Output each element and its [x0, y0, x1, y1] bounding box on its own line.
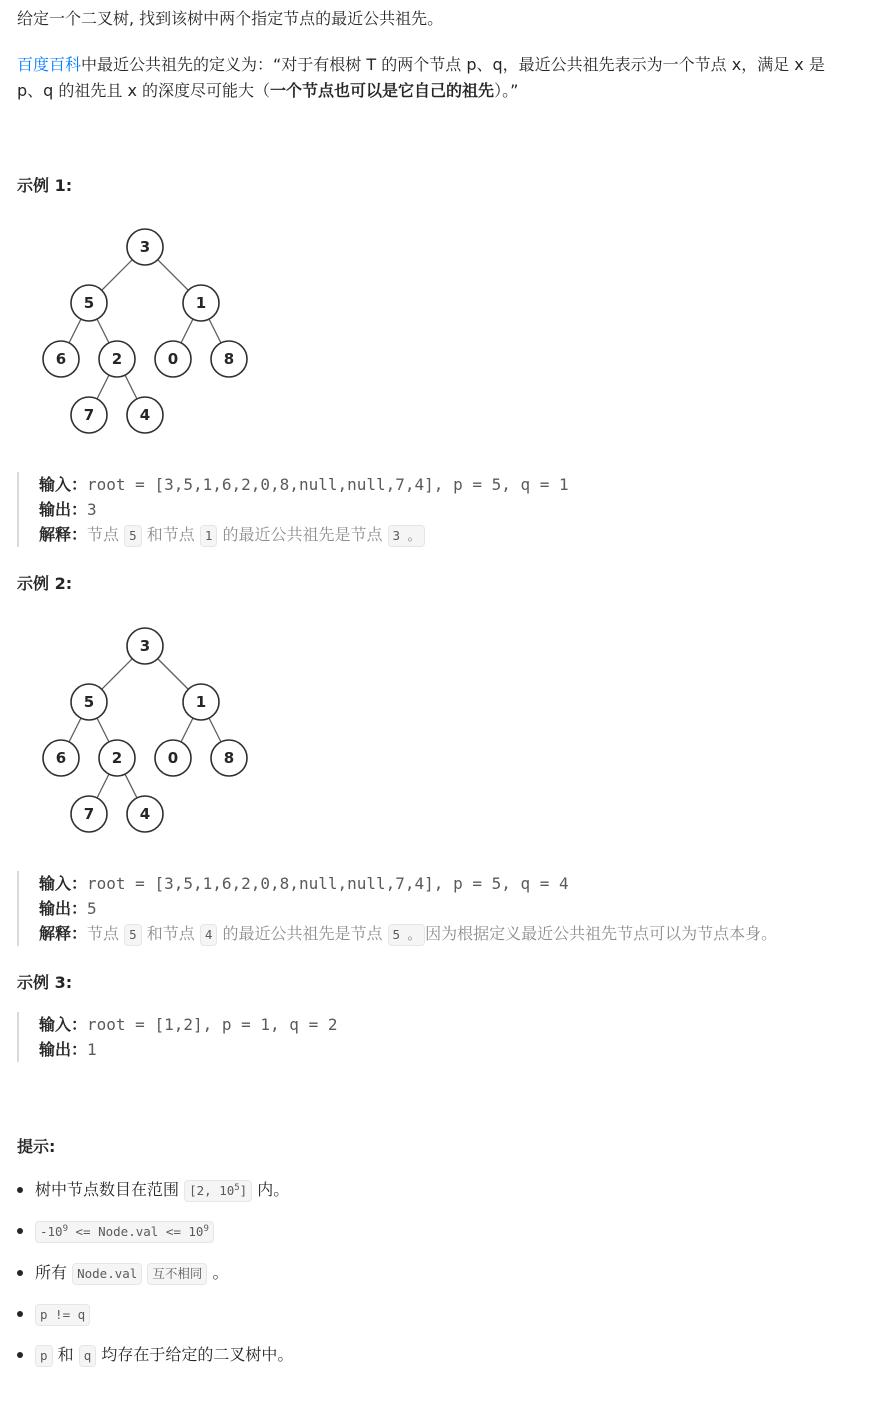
- hint-text: 内。: [252, 1180, 290, 1199]
- example-1-output: 3: [87, 500, 97, 519]
- example-1-title: 示例 1:: [17, 176, 73, 195]
- tree-node-label: 2: [111, 749, 123, 767]
- hint-item: [17, 1261, 229, 1285]
- hints-title: 提示:: [17, 1137, 56, 1156]
- hint-item: [17, 1178, 289, 1202]
- example-2-block: [17, 871, 777, 946]
- explain-text: 因为根据定义最近公共祖先节点可以为节点本身。: [425, 924, 778, 943]
- baidu-baike-link[interactable]: 百度百科: [17, 55, 82, 74]
- bullet-icon: [17, 1352, 23, 1358]
- code-text: -10: [40, 1224, 63, 1239]
- output-label: 输出：: [39, 500, 88, 519]
- bullet-icon: [17, 1311, 23, 1317]
- explain-text: 的最近公共祖先是节点: [217, 924, 388, 943]
- tree-node-label: 8: [223, 749, 235, 767]
- example-2-tree-diagram: [38, 625, 253, 837]
- bullet-icon: [17, 1187, 23, 1193]
- example-2-input: root = [3,5,1,6,2,0,8,null,null,7,4], p = 5, q = 4: [87, 874, 569, 893]
- tree-node-label: 5: [83, 294, 95, 312]
- tree-node-label: 8: [223, 350, 235, 368]
- code-text: [2, 10: [189, 1183, 235, 1198]
- example-2-title: 示例 2:: [17, 574, 73, 593]
- code-text: ]: [239, 1183, 248, 1198]
- hint-text: 和: [52, 1345, 79, 1364]
- tree-node-label: 6: [55, 350, 67, 368]
- tree-node-label: 7: [83, 406, 95, 424]
- superscript: 9: [203, 1223, 209, 1234]
- example-2-output: 5: [87, 899, 97, 918]
- tree-node-label: 1: [195, 693, 207, 711]
- tree-node-label: 0: [167, 350, 179, 368]
- explain-text: 节点: [87, 525, 125, 544]
- code-text: <= Node.val <= 10: [68, 1224, 204, 1239]
- tree-node-label: 5: [83, 693, 95, 711]
- explain-label: 解释：: [39, 924, 88, 943]
- example-1-explain: [87, 525, 425, 544]
- definition-text-1: 中最近公共祖先的定义为：“对于有根树 T 的两个节点 p、q，最近公共祖先表示为一个节点 x，满足 x 是: [81, 55, 825, 74]
- example-1-input: root = [3,5,1,6,2,0,8,null,null,7,4], p = 5, q = 1: [87, 475, 569, 494]
- tree-node-label: 4: [139, 805, 151, 823]
- code-inline: p != q: [35, 1304, 90, 1326]
- example-1-block: [17, 472, 569, 547]
- example-3-block: [17, 1012, 337, 1062]
- example-3-output: 1: [87, 1040, 97, 1059]
- tree-edges: [61, 247, 229, 415]
- problem-intro: 给定一个二叉树, 找到该树中两个指定节点的最近公共祖先。: [17, 9, 444, 28]
- explain-text: 节点: [87, 924, 125, 943]
- hint-text: 树中节点数目在范围: [35, 1180, 185, 1199]
- example-1-tree-diagram: [38, 226, 253, 438]
- tree-node-label: 0: [167, 749, 179, 767]
- tree-node-label: 2: [111, 350, 123, 368]
- output-label: 输出：: [39, 899, 88, 918]
- definition-line-1: [17, 52, 825, 78]
- bullet-icon: [17, 1228, 23, 1234]
- explain-text: 和节点: [141, 924, 200, 943]
- input-label: 输入：: [39, 475, 88, 494]
- tree-node-label: 1: [195, 294, 207, 312]
- explain-text: 的最近公共祖先是节点: [217, 525, 388, 544]
- tree-node-label: 3: [139, 637, 151, 655]
- hint-item: [17, 1343, 293, 1367]
- output-label: 输出：: [39, 1040, 88, 1059]
- hint-item: [17, 1219, 214, 1243]
- bullet-icon: [17, 1270, 23, 1276]
- code-inline: 1: [200, 525, 218, 547]
- definition-bold: 一个节点也可以是它自己的祖先: [270, 81, 495, 100]
- code-inline: [184, 1180, 252, 1202]
- code-inline: 3 。: [388, 525, 426, 547]
- definition-line-2: [17, 78, 518, 104]
- code-inline: 5: [124, 924, 142, 946]
- input-label: 输入：: [39, 1015, 88, 1034]
- code-inline: 4: [200, 924, 218, 946]
- code-inline: p: [35, 1345, 53, 1367]
- hint-text: 。: [207, 1263, 229, 1282]
- tree-edges: [61, 646, 229, 814]
- input-label: 输入：: [39, 874, 88, 893]
- hint-item: [17, 1302, 90, 1326]
- explain-text: 和节点: [141, 525, 200, 544]
- code-inline: 互不相同: [147, 1263, 207, 1285]
- code-inline: 5 。: [388, 924, 426, 946]
- definition-text-3: ）。”: [494, 81, 519, 100]
- hint-text: 均存在于给定的二叉树中。: [96, 1345, 294, 1364]
- code-inline: q: [79, 1345, 97, 1367]
- code-inline: 5: [124, 525, 142, 547]
- superscript: 5: [234, 1182, 240, 1193]
- code-inline: [35, 1221, 214, 1243]
- tree-node-label: 3: [139, 238, 151, 256]
- explain-label: 解释：: [39, 525, 88, 544]
- definition-text-2: p、q 的祖先且 x 的深度尽可能大（: [17, 81, 271, 100]
- example-2-explain: [87, 924, 777, 943]
- hint-text: 所有: [35, 1263, 73, 1282]
- tree-node-label: 4: [139, 406, 151, 424]
- example-3-input: root = [1,2], p = 1, q = 2: [87, 1015, 338, 1034]
- code-inline: Node.val: [72, 1263, 142, 1285]
- tree-node-label: 7: [83, 805, 95, 823]
- tree-node-label: 6: [55, 749, 67, 767]
- superscript: 9: [62, 1223, 68, 1234]
- example-3-title: 示例 3:: [17, 973, 73, 992]
